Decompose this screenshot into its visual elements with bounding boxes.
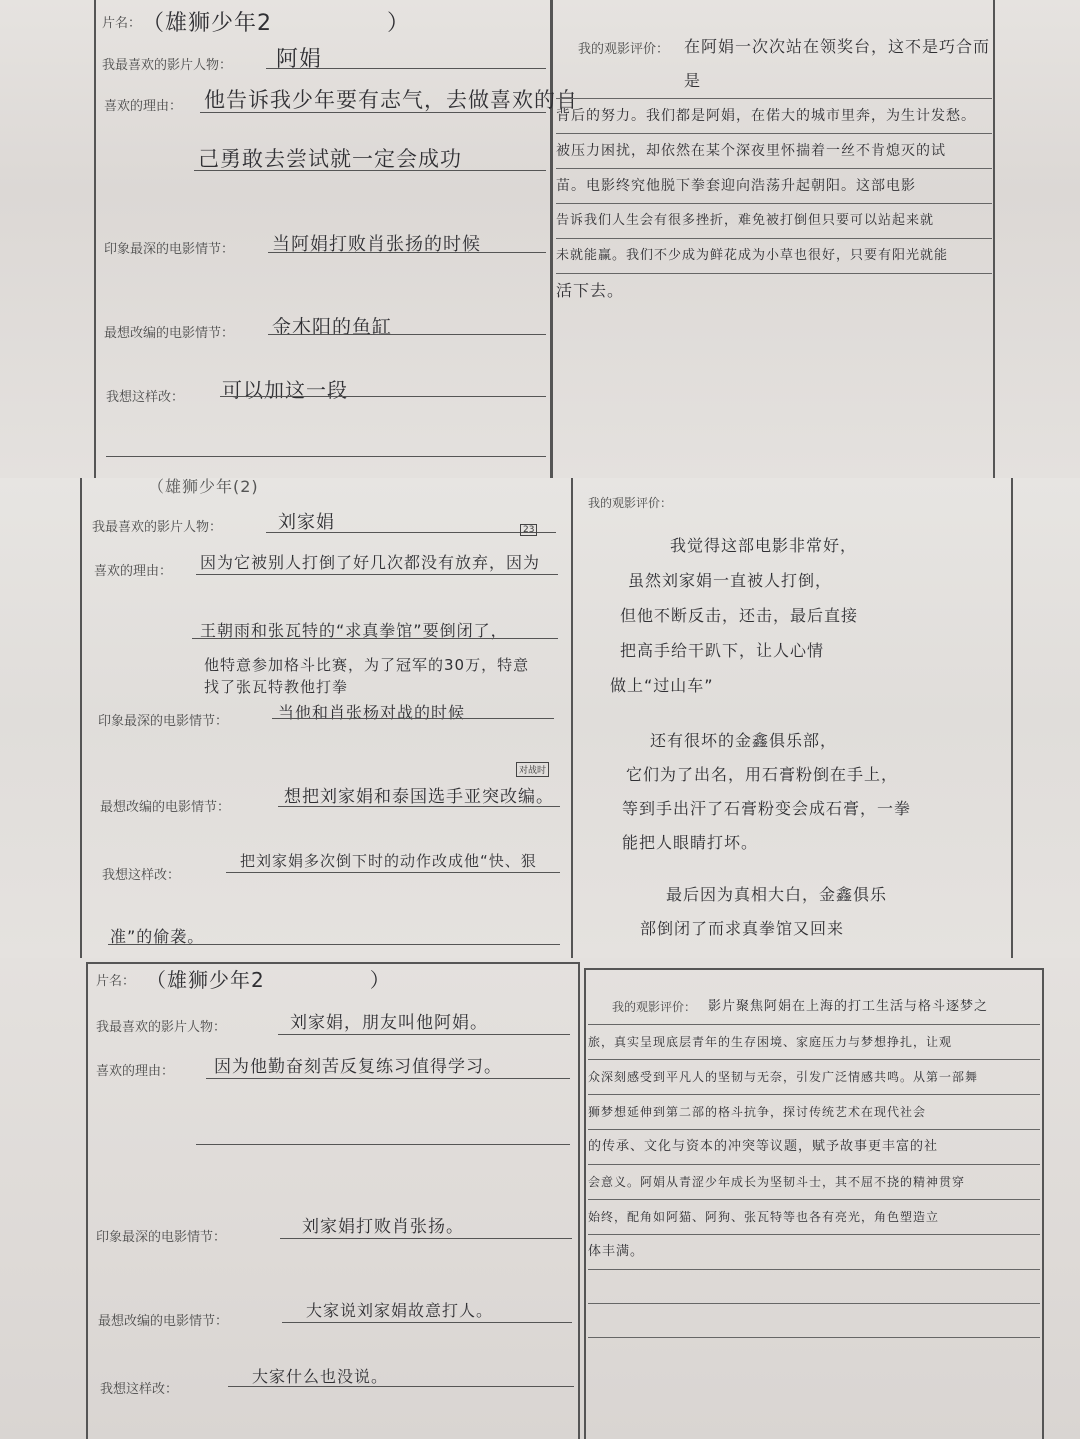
review-line: 等到手出汗了石膏粉变会成石膏，一拳 xyxy=(622,799,912,818)
review-text xyxy=(556,30,992,308)
review-line: 未就能赢。我们不少成为鲜花成为小草也很好，只要有阳光就能 xyxy=(556,239,992,274)
underline xyxy=(196,1144,570,1145)
how-to-change-label: 我想这样改： xyxy=(100,1382,179,1397)
review-paragraph-3 xyxy=(640,878,887,946)
underline xyxy=(106,456,546,457)
want-to-adapt-label: 最想改编的电影情节： xyxy=(98,1314,229,1329)
how-to-change-label: 我想这样改： xyxy=(106,390,185,405)
review-line: 苗。电影终究他脱下拳套迎向浩荡升起朝阳。这部电影 xyxy=(556,169,992,204)
review-line: 能把人眼睛打坏。 xyxy=(622,833,759,852)
review-line: 但他不断反击，还击，最后直接 xyxy=(620,606,859,625)
worksheet-photo-1 xyxy=(0,0,1080,478)
review-line: 会意义。阿娟从青涩少年成长为坚韧斗士，其不屈不挠的精神贯穿 xyxy=(588,1165,1040,1200)
review-line: 狮梦想延伸到第二部的格斗抗争，探讨传统艺术在现代社会 xyxy=(588,1095,1040,1130)
review-line: 影片聚焦阿娟在上海的打工生活与格斗逐梦之 xyxy=(588,990,1040,1025)
review-line: 始终，配角如阿猫、阿狗、张瓦特等也各有亮光，角色塑造立 xyxy=(588,1200,1040,1235)
most-impressive-value: 当他和肖张杨对战的时候 xyxy=(278,703,466,722)
reason-label: 喜欢的理由： xyxy=(94,564,173,579)
worksheet-photo-2 xyxy=(0,478,1080,958)
underline xyxy=(220,396,546,397)
review-line: 部倒闭了而求真拳馆又回来 xyxy=(640,919,845,938)
reason-line-2: 己勇敢去尝试就一定会成功 xyxy=(198,147,462,171)
reason-line-2: 王朝雨和张瓦特的“求真拳馆”要倒闭了， xyxy=(200,621,508,640)
favorite-character-value: 刘家娟 xyxy=(278,512,335,533)
review-line: 还有很坏的金鑫俱乐部， xyxy=(650,731,838,750)
review-line: 虽然刘家娟一直被人打倒， xyxy=(628,571,833,590)
review-label: 我的观影评价： xyxy=(578,42,670,57)
underline xyxy=(266,68,546,69)
want-to-adapt-value: 金木阳的鱼缸 xyxy=(272,316,393,338)
favorite-character-label: 我最喜欢的影片人物： xyxy=(102,58,233,73)
review-line: 最后因为真相大白，金鑫俱乐 xyxy=(666,885,888,904)
insert-mark: 23 xyxy=(520,524,537,536)
underline xyxy=(228,1386,574,1387)
review-line: 告诉我们人生会有很多挫折，难免被打倒但只要可以站起来就 xyxy=(556,204,992,239)
most-impressive-label: 印象最深的电影情节： xyxy=(96,1230,227,1245)
review-line: 被压力困扰，却依然在某个深夜里怀揣着一丝不肯熄灭的试 xyxy=(556,134,992,169)
review-paragraph-1 xyxy=(606,528,858,703)
want-to-adapt-label: 最想改编的电影情节： xyxy=(104,326,235,341)
how-to-change-line-2: 准”的偷袭。 xyxy=(110,927,205,946)
favorite-character-label: 我最喜欢的影片人物： xyxy=(96,1020,227,1035)
review-label: 我的观影评价： xyxy=(588,496,673,510)
film-title: （雄狮少年2 ） xyxy=(142,11,410,36)
most-impressive-value: 当阿娟打败肖张扬的时候 xyxy=(272,234,481,255)
underline xyxy=(278,1034,570,1035)
underline xyxy=(192,638,558,639)
how-to-change-line-1: 把刘家娟多次倒下时的动作改成他“快、狠 xyxy=(240,852,537,870)
underline xyxy=(268,334,546,335)
review-line: 它们为了出名，用石膏粉倒在手上， xyxy=(626,765,899,784)
underline xyxy=(272,718,554,719)
review-text xyxy=(588,990,1040,1338)
most-impressive-label: 印象最深的电影情节： xyxy=(104,242,235,257)
want-to-adapt-value: 想把刘家娟和泰国选手亚突改编。 xyxy=(284,787,554,807)
review-line: 旅，真实呈现底层青年的生存困境、家庭压力与梦想挣扎，让观 xyxy=(588,1025,1040,1060)
worksheet-photo-3 xyxy=(0,958,1080,1439)
film-title: （雄狮少年2 ） xyxy=(146,968,391,992)
review-line: 做上“过山车” xyxy=(610,676,714,695)
favorite-character-value: 刘家娟，朋友叫他阿娟。 xyxy=(290,1013,488,1033)
review-line: 众深刻感受到平凡人的坚韧与无奈，引发广泛情感共鸣。从第一部舞 xyxy=(588,1060,1040,1095)
blank-ruled-line xyxy=(588,1304,1040,1338)
reason-line-4: 找了张瓦特教他打拳 xyxy=(204,678,349,696)
underline xyxy=(266,532,556,533)
title-label: 片名： xyxy=(102,16,142,31)
review-line: 把高手给干趴下，让人心情 xyxy=(620,641,825,660)
reason-line-3: 他特意参加格斗比赛，为了冠军的30万，特意 xyxy=(204,656,530,674)
underline xyxy=(226,872,560,873)
review-label: 我的观影评价： xyxy=(612,1000,697,1014)
review-line: 在阿娟一次次站在领奖台，这不是巧合而是 xyxy=(556,30,992,99)
how-to-change-label: 我想这样改： xyxy=(102,868,181,883)
reason-line-1: 因为它被别人打倒了好几次都没有放弃，因为 xyxy=(200,553,541,572)
review-line: 背后的努力。我们都是阿娟，在偌大的城市里奔，为生计发愁。 xyxy=(556,99,992,134)
underline xyxy=(268,252,546,253)
underline xyxy=(278,806,560,807)
underline xyxy=(196,574,558,575)
film-title: （雄狮少年(2) xyxy=(148,478,259,496)
reason-label: 喜欢的理由： xyxy=(104,99,183,114)
insert-mark: 对战时 xyxy=(516,762,549,777)
review-line: 体丰满。 xyxy=(588,1235,1040,1270)
want-to-adapt-value: 大家说刘家娟故意打人。 xyxy=(306,1301,494,1320)
underline xyxy=(194,170,546,171)
reason-label: 喜欢的理由： xyxy=(96,1064,175,1079)
underline xyxy=(108,944,560,945)
review-line: 的传承、文化与资本的冲突等议题，赋予故事更丰富的社 xyxy=(588,1130,1040,1165)
review-line: 活下去。 xyxy=(556,281,625,300)
most-impressive-value: 刘家娟打败肖张扬。 xyxy=(302,1217,464,1237)
favorite-character-label: 我最喜欢的影片人物： xyxy=(92,520,223,535)
underline xyxy=(280,1238,572,1239)
reason-line-1: 他告诉我少年要有志气，去做喜欢的自 xyxy=(204,88,578,112)
blank-ruled-line xyxy=(588,1270,1040,1304)
how-to-change-value: 可以加这一段 xyxy=(222,378,348,402)
underline xyxy=(200,112,546,113)
title-label: 片名： xyxy=(96,974,136,989)
most-impressive-label: 印象最深的电影情节： xyxy=(98,714,229,729)
want-to-adapt-label: 最想改编的电影情节： xyxy=(100,800,231,815)
review-paragraph-2 xyxy=(622,724,912,860)
how-to-change-value: 大家什么也没说。 xyxy=(252,1367,389,1386)
favorite-character-value: 阿娟 xyxy=(276,47,323,72)
underline xyxy=(282,1322,572,1323)
reason-line-1: 因为他勤奋刻苦反复练习值得学习。 xyxy=(214,1057,502,1077)
underline xyxy=(206,1078,570,1079)
review-line: 我觉得这部电影非常好， xyxy=(670,536,858,555)
